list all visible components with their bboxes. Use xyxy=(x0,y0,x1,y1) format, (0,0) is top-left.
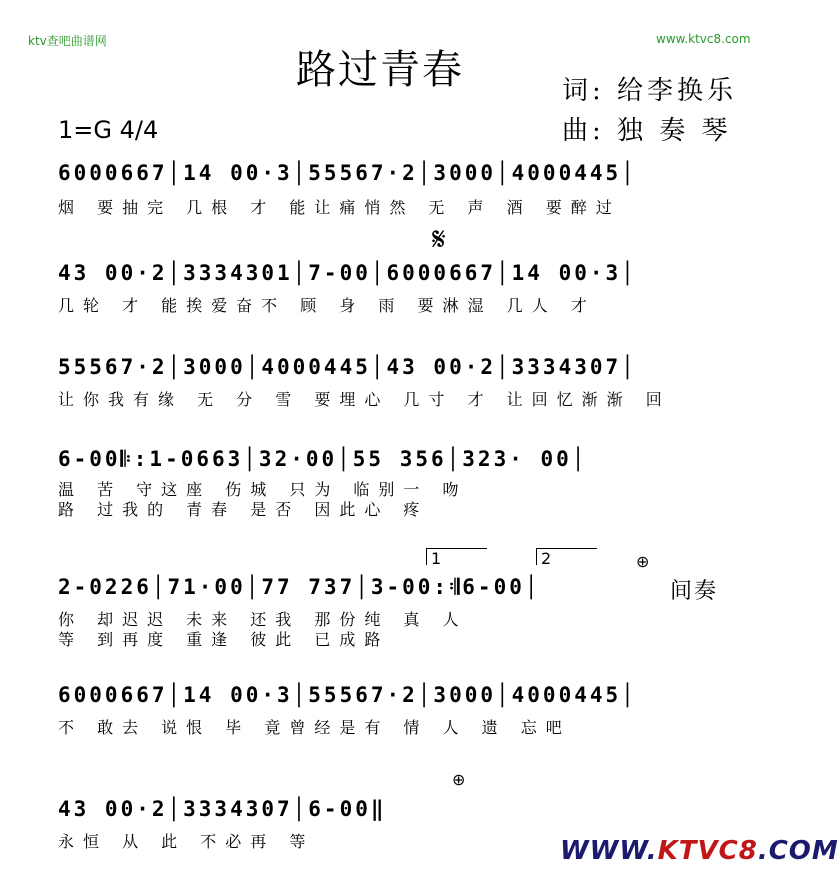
logo-prefix: WWW. xyxy=(560,836,658,866)
lyrics-line-verse-1: 温 苦 守这座 伤城 只为 临别一 吻 xyxy=(58,480,468,499)
lyricist-credit: 词: 给李换乐 xyxy=(562,76,738,106)
notation-line: 6000667│14 00·3│55567·2│3000│4000445│ xyxy=(58,161,637,185)
lyrics-line-verse-2: 等 到再度 重逢 彼此 已成路 xyxy=(58,630,390,649)
segno-icon: 𝄋 xyxy=(432,220,446,258)
lyrics-line: 几轮 才 能挨爱奋不 顾 身 雨 要淋湿 几人 才 xyxy=(58,296,596,315)
notation-line: 43 00·2│3334307│6-00‖ xyxy=(58,797,387,821)
site-logo[interactable] xyxy=(560,836,839,866)
lyrics-line: 不 敢去 说恨 毕 竟曾经是有 情 人 遗 忘吧 xyxy=(58,718,571,737)
lyrics-line-verse-1: 你 却迟迟 未来 还我 那份纯 真 人 xyxy=(58,610,468,629)
coda-icon: ⊕ xyxy=(452,770,466,789)
watermark-left: ktv查吧曲谱网 xyxy=(28,34,107,48)
volta-2: 2 xyxy=(536,548,597,565)
key-signature: 1=G 4/4 xyxy=(58,116,159,144)
lyrics-line: 让你我有缘 无 分 雪 要埋心 几寸 才 让回忆渐渐 回 xyxy=(58,390,671,409)
lyrics-line: 永恒 从 此 不必再 等 xyxy=(58,832,315,851)
lyrics-line: 烟 要抽完 几根 才 能让痛悄然 无 声 酒 要醉过 xyxy=(58,198,621,217)
interlude-label: 间奏 xyxy=(670,579,719,604)
watermark-right[interactable]: www.ktvc8.com xyxy=(656,32,751,46)
notation-line: 6-00𝄆:1-0663│32·00│55 356│323· 00│ xyxy=(58,447,588,471)
notation-line: 6000667│14 00·3│55567·2│3000│4000445│ xyxy=(58,683,637,707)
song-title: 路过青春 xyxy=(296,47,464,93)
logo-brand: KTVC8 xyxy=(657,836,758,866)
volta-1: 1 xyxy=(426,548,487,565)
notation-line: 55567·2│3000│4000445│43 00·2│3334307│ xyxy=(58,355,637,379)
logo-suffix: .COM xyxy=(757,836,839,866)
lyrics-line-verse-2: 路 过我的 青春 是否 因此心 疼 xyxy=(58,500,429,519)
notation-line: 2-0226│71·00│77 737│3-00:𝄇6-00│ xyxy=(58,575,541,599)
composer-credit: 曲: 独 奏 琴 xyxy=(562,116,732,146)
notation-line: 43 00·2│3334301│7-00│6000667│14 00·3│ xyxy=(58,261,637,285)
coda-icon: ⊕ xyxy=(636,552,650,571)
